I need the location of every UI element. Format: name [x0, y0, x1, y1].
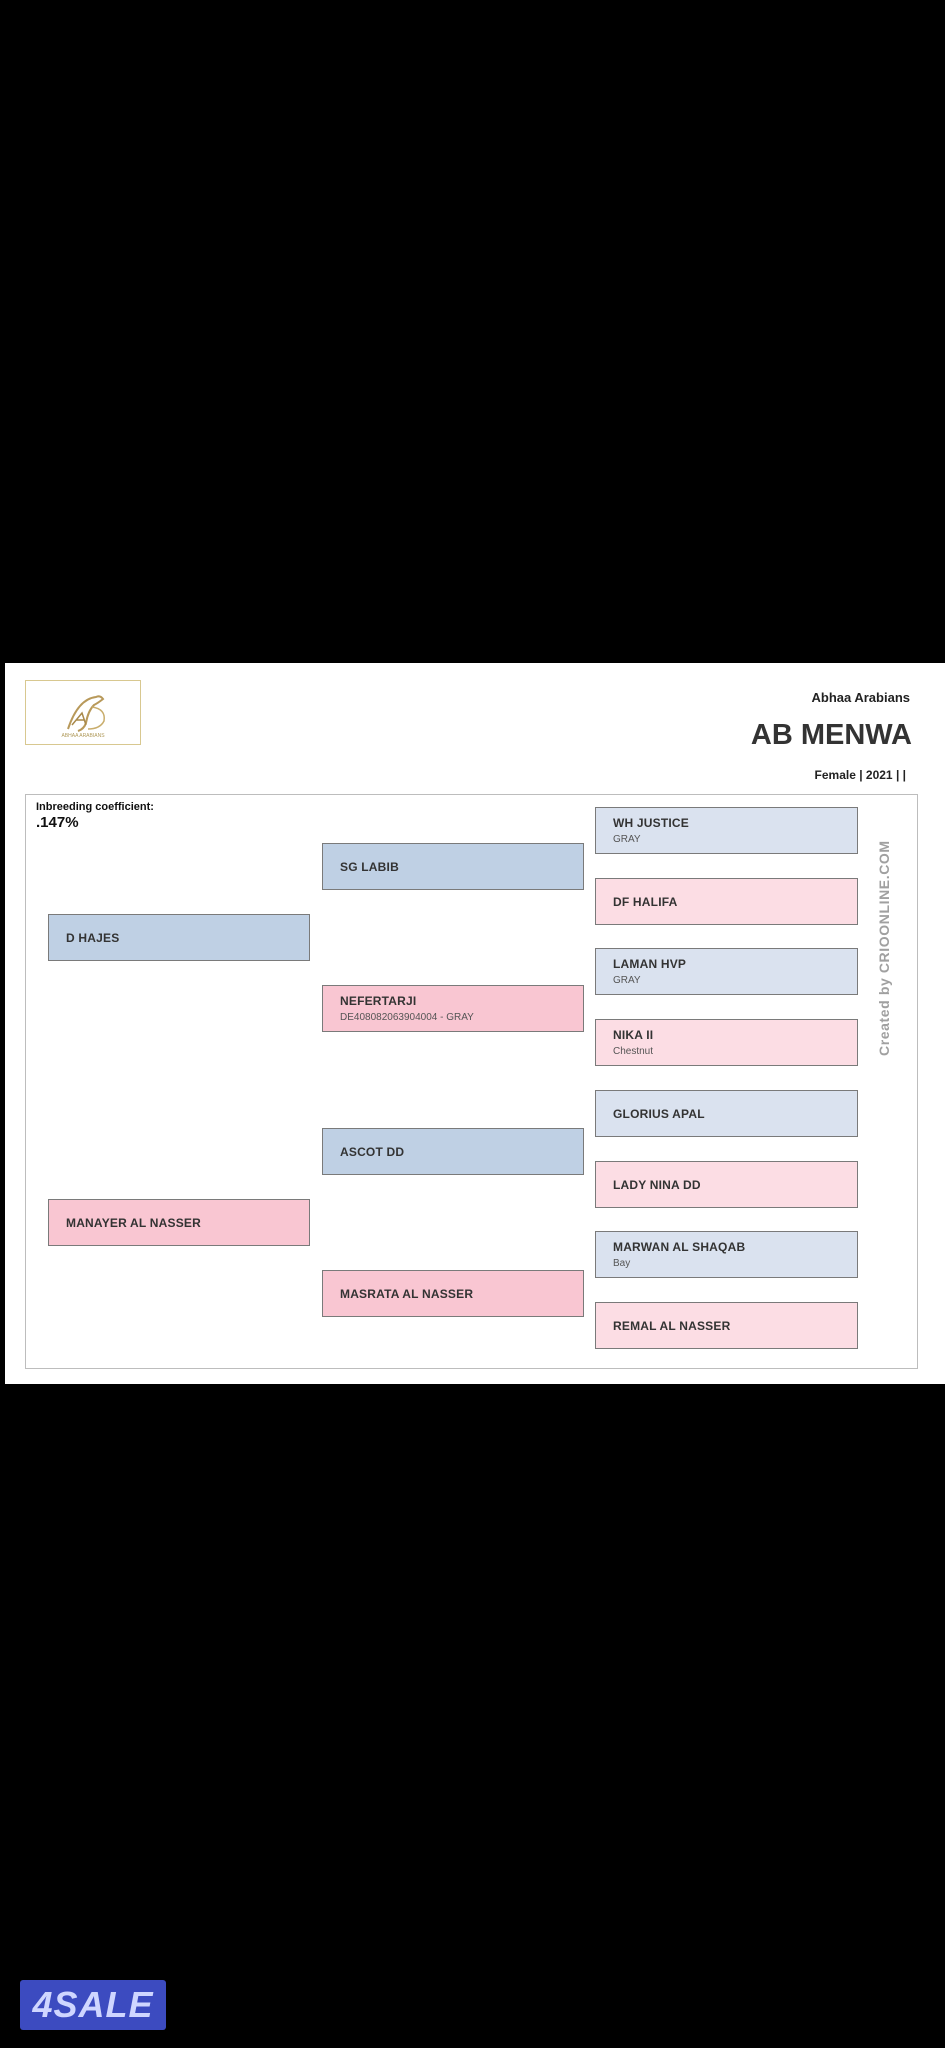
ancestor-name: REMAL AL NASSER: [613, 1318, 731, 1333]
gen3-box-4[interactable]: [595, 1019, 858, 1066]
ancestor-name: WH JUSTICE: [613, 816, 690, 830]
sire-box[interactable]: [48, 914, 310, 961]
gen3-box-7[interactable]: [595, 1231, 858, 1278]
ancestor-name: MARWAN AL SHAQAB: [613, 1240, 746, 1254]
horse-meta: Female | 2021 | |: [814, 768, 906, 782]
ancestor-detail: GRAY: [613, 975, 641, 986]
ancestor-name: SG LABIB: [340, 859, 399, 874]
sire-name: D HAJES: [66, 930, 120, 945]
sire-dam-box[interactable]: [322, 985, 584, 1032]
ancestor-name: LADY NINA DD: [613, 1177, 701, 1192]
gen3-box-8[interactable]: [595, 1302, 858, 1349]
ancestor-detail: Chestnut: [613, 1046, 654, 1057]
horse-name: AB MENWA: [750, 719, 912, 751]
gen3-box-2[interactable]: [595, 878, 858, 925]
gen3-box-6[interactable]: [595, 1161, 858, 1208]
ancestor-detail: DE408082063904004 - GRAY: [340, 1012, 474, 1023]
gen3-box-3[interactable]: [595, 948, 858, 995]
ancestor-name: LAMAN HVP: [613, 957, 687, 971]
4sale-badge[interactable]: [20, 1980, 166, 2030]
gen3-box-5[interactable]: [595, 1090, 858, 1137]
sire-sire-box[interactable]: [322, 843, 584, 890]
inbreeding-value: .147%: [36, 814, 79, 831]
ancestor-name: NIKA II: [613, 1028, 654, 1042]
dam-box[interactable]: [48, 1199, 310, 1246]
ancestor-name: GLORIUS APAL: [613, 1106, 705, 1121]
ancestor-name: NEFERTARJI: [340, 994, 417, 1008]
inbreeding-label: Inbreeding coefficient:: [36, 801, 154, 813]
ancestor-name: ASCOT DD: [340, 1144, 405, 1159]
dam-sire-box[interactable]: [322, 1128, 584, 1175]
gen3-box-1[interactable]: [595, 807, 858, 854]
breeder-name: Abhaa Arabians: [811, 690, 910, 705]
badge-label: 4SALE: [32, 1984, 154, 2025]
pedigree-card: [5, 663, 945, 1384]
ancestor-detail: GRAY: [613, 834, 641, 845]
ancestor-name: DF HALIFA: [613, 894, 678, 909]
ancestor-name: MASRATA AL NASSER: [340, 1286, 474, 1301]
ancestor-detail: Bay: [613, 1258, 631, 1269]
dam-name: MANAYER AL NASSER: [66, 1215, 201, 1230]
logo: [25, 680, 141, 745]
horse-logo-icon: [48, 689, 118, 737]
dam-dam-box[interactable]: [322, 1270, 584, 1317]
logo-text: ABHAA ARABIANS: [61, 733, 105, 739]
creator-watermark: Created by CRIOONLINE.COM: [876, 840, 892, 1056]
